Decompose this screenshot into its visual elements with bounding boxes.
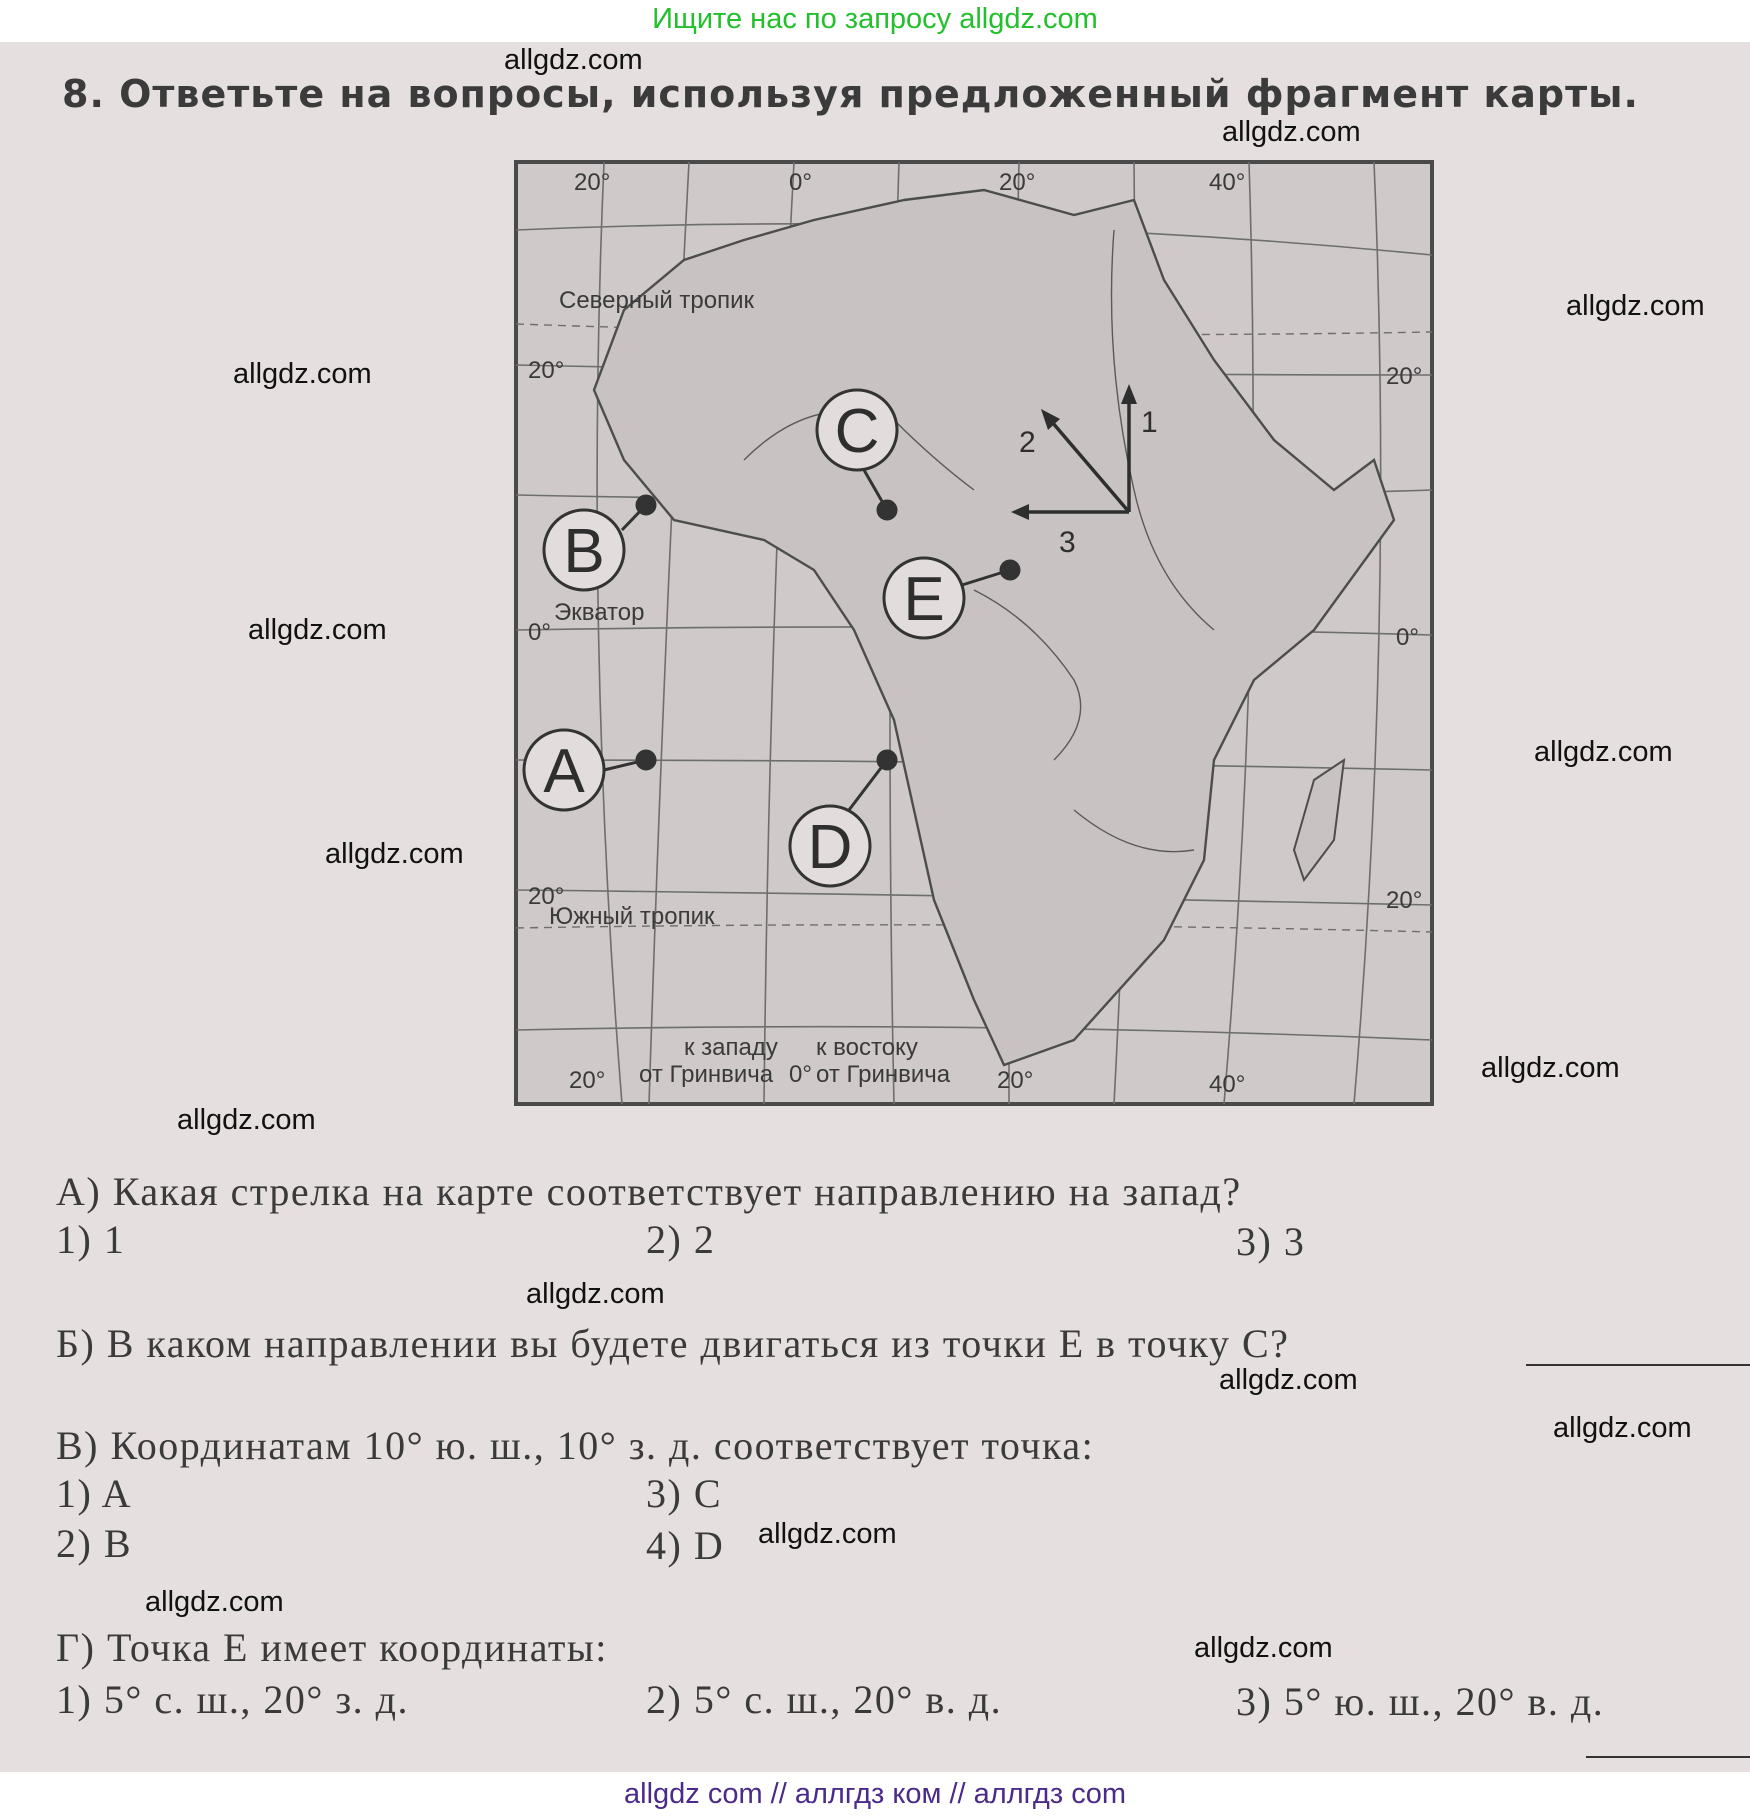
bottom-degree: 0° — [789, 1061, 812, 1088]
right-degree: 0° — [1396, 624, 1419, 651]
watermark: allgdz.com — [145, 1586, 284, 1618]
watermark: allgdz.com — [177, 1104, 316, 1136]
from-greenwich-west-label: от Гринвича — [639, 1061, 774, 1088]
watermark: allgdz.com — [1219, 1364, 1358, 1396]
question-g-option-1: 1) 5° с. ш., 20° з. д. — [56, 1677, 410, 1722]
left-degree: 0° — [528, 619, 551, 646]
question-v-option-4: 4) D — [646, 1523, 725, 1568]
east-of-label: к востоку — [816, 1034, 918, 1061]
west-of-label: к западу — [684, 1034, 778, 1061]
arrow-2-label: 2 — [1019, 426, 1036, 459]
from-greenwich-east-label: от Гринвича — [816, 1061, 951, 1088]
watermark: allgdz.com — [1566, 290, 1705, 322]
watermark: allgdz.com — [1481, 1052, 1620, 1084]
arrow-1-label: 1 — [1141, 406, 1158, 439]
question-a: А) Какая стрелка на карте соответствует направлению на запад? — [56, 1169, 1242, 1214]
south-tropic-label: Южный тропик — [549, 903, 715, 930]
watermark: allgdz.com — [233, 358, 372, 390]
equator-label: Экватор — [554, 599, 645, 626]
left-degree: 20° — [528, 357, 565, 384]
question-v: В) Координатам 10° ю. ш., 10° з. д. соответствует точка: — [56, 1423, 1095, 1468]
watermark: allgdz.com — [1194, 1632, 1333, 1664]
top-banner-text: Ищите нас по запросу allgdz.com — [652, 3, 1098, 35]
top-degree: 0° — [789, 169, 812, 196]
bottom-degree: 20° — [997, 1067, 1034, 1094]
watermark: allgdz.com — [248, 614, 387, 646]
africa-map — [514, 160, 1434, 1106]
bottom-banner-text: allgdz com // аллгдз ком // аллгдз com — [624, 1778, 1126, 1810]
question-a-option-3: 3) 3 — [1236, 1219, 1306, 1264]
top-banner — [0, 0, 1750, 42]
top-degree: 20° — [999, 169, 1036, 196]
arrow-3-label: 3 — [1059, 526, 1076, 559]
question-g-option-2: 2) 5° с. ш., 20° в. д. — [646, 1677, 1003, 1722]
point-c-label: C — [834, 397, 880, 466]
question-g-option-3: 3) 5° ю. ш., 20° в. д. — [1236, 1679, 1605, 1724]
bottom-banner — [0, 1772, 1750, 1814]
question-v-option-1: 1) A — [56, 1471, 132, 1516]
right-degree: 20° — [1386, 887, 1423, 914]
answer-blank-g[interactable] — [1586, 1756, 1750, 1758]
point-a-label: A — [543, 737, 585, 806]
watermark: allgdz.com — [758, 1518, 897, 1550]
watermark: allgdz.com — [504, 44, 643, 76]
question-v-option-2: 2) B — [56, 1521, 132, 1566]
question-b: Б) В каком направлении вы будете двигаться из точки Е в точку С? — [56, 1321, 1290, 1366]
bottom-degree: 20° — [569, 1067, 606, 1094]
watermark: allgdz.com — [325, 838, 464, 870]
question-a-option-2: 2) 2 — [646, 1217, 716, 1262]
north-tropic-label: Северный тропик — [559, 287, 755, 314]
point-b-label: B — [563, 517, 605, 586]
top-degree: 40° — [1209, 169, 1246, 196]
right-degree: 20° — [1386, 363, 1423, 390]
top-degree: 20° — [574, 169, 611, 196]
left-degree: 20° — [528, 883, 565, 910]
watermark: allgdz.com — [1553, 1412, 1692, 1444]
task-heading: 8. Ответьте на вопросы, используя предложенный фрагмент карты. — [62, 72, 1639, 116]
question-g: Г) Точка Е имеет координаты: — [56, 1625, 608, 1670]
point-e-label: E — [903, 565, 945, 634]
watermark: allgdz.com — [1534, 736, 1673, 768]
question-v-option-3: 3) C — [646, 1471, 722, 1516]
point-d-label: D — [807, 813, 853, 882]
watermark: allgdz.com — [526, 1278, 665, 1310]
bottom-degree: 40° — [1209, 1071, 1246, 1098]
question-a-option-1: 1) 1 — [56, 1217, 126, 1262]
answer-blank-b[interactable] — [1526, 1364, 1750, 1366]
watermark: allgdz.com — [1222, 116, 1361, 148]
